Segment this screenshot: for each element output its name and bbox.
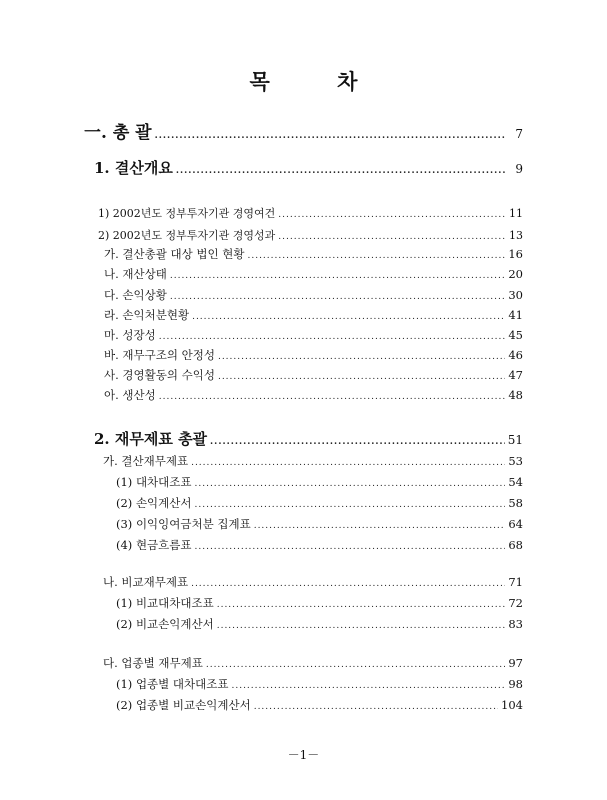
toc-entry-label: 2. 재무제표 총괄 [94,430,208,448]
toc-entry-page: 45 [508,328,523,342]
toc-entry-label: 라. 손익처분현황 [104,308,190,322]
toc-entry[interactable] [116,676,523,692]
toc-entry-label: 마. 성장성 [104,328,156,342]
toc-entry-page: 20 [508,267,523,281]
toc-entry-label: 가. 결산재무제표 [103,454,189,468]
leader-dots [278,210,506,220]
toc-entry[interactable] [103,453,523,469]
leader-dots [170,271,506,281]
leader-dots [231,681,505,691]
leader-dots [206,660,506,670]
toc-entry-label: 나. 재산상태 [104,267,167,281]
toc-entry-label: 다. 업종별 재무제표 [103,656,203,670]
toc-entry-label: (4) 현금흐름표 [116,538,192,552]
toc-entry[interactable] [104,307,523,323]
toc-entry-page: 41 [508,308,523,322]
leader-dots [195,479,506,489]
leader-dots [217,600,506,610]
toc-entry[interactable] [98,227,523,243]
toc-entry-label: (2) 손익계산서 [116,496,192,510]
toc-entry-label: 사. 경영활동의 수익성 [104,368,215,382]
toc-entry-label: 1) 2002년도 정부투자기관 경영여건 [98,207,276,220]
toc-entry[interactable] [104,327,523,343]
toc-entry-label: 가. 결산총괄 대상 법인 현황 [104,247,245,261]
toc-entry-page: 104 [501,698,523,712]
toc-entry-page: 68 [508,538,523,552]
toc-entry[interactable] [116,495,523,511]
toc-entry-page: 64 [508,517,523,531]
toc-entry[interactable] [116,516,523,532]
leader-dots [218,372,505,382]
leader-dots [195,500,506,510]
leader-dots [176,166,506,176]
toc-entry-page: 58 [508,496,523,510]
leader-dots [159,332,506,342]
toc-entry[interactable] [103,574,523,590]
toc-entry-page: 53 [508,454,523,468]
toc-entry-label: 1. 결산개요 [94,159,173,177]
leader-dots [247,251,505,261]
page-number-footer: －1－ [287,748,320,762]
toc-entry[interactable] [103,655,523,671]
toc-entry[interactable] [104,246,523,262]
toc-entry-page: 47 [508,368,523,382]
toc-entry[interactable] [116,537,523,553]
toc-entry-label: 아. 생산성 [104,388,156,402]
toc-entry[interactable] [104,266,523,282]
toc-entry-page: 46 [508,348,523,362]
leader-dots [191,579,505,589]
leader-dots [192,312,505,322]
toc-entry-label: 2) 2002년도 정부투자기관 경영성과 [98,229,276,242]
toc-entry[interactable] [94,157,523,178]
toc-entry-label: (1) 업종별 대차대조표 [116,677,229,691]
toc-entry-page: 72 [508,596,523,610]
toc-entry[interactable] [84,118,523,143]
toc-entry[interactable] [104,367,523,383]
toc-entry-label: (1) 비교대차대조표 [116,596,214,610]
toc-entry-page: 30 [508,288,523,302]
leader-dots [218,352,505,362]
toc-entry-label: (3) 이익잉여금처분 집계표 [116,517,251,531]
leader-dots [195,542,506,552]
toc-entry[interactable] [116,697,523,713]
toc-entry-page: 51 [507,433,523,447]
toc-entry[interactable] [116,474,523,490]
leader-dots [191,458,505,468]
leader-dots [254,702,498,712]
leader-dots [210,437,505,447]
toc-entry-label: (2) 비교손익계산서 [116,617,214,631]
leader-dots [217,621,506,631]
toc-entry-label: 나. 비교재무제표 [103,575,189,589]
toc-entry-label: 一. 총 괄 [84,123,152,143]
toc-entry-page: 13 [509,229,523,242]
toc-entry-page: 54 [508,475,523,489]
leader-dots [159,392,506,402]
toc-entry-page: 83 [508,617,523,631]
toc-entry-page: 98 [508,677,523,691]
toc-entry[interactable] [94,428,523,449]
toc-entry-page: 7 [515,127,523,141]
toc-entry[interactable] [104,287,523,303]
toc-entry-page: 97 [508,656,523,670]
leader-dots [170,292,506,302]
leader-dots [254,521,506,531]
toc-entry-page: 48 [508,388,523,402]
toc-entry-page: 71 [508,575,523,589]
page-title: 목 차 [249,69,388,94]
toc-entry-label: 다. 손익상황 [104,288,167,302]
toc-entry-page: 11 [509,207,523,220]
toc-entry[interactable] [116,595,523,611]
toc-entry-label: (1) 대차대조표 [116,475,192,489]
toc-entry-page: 9 [515,162,523,176]
toc-entry[interactable] [98,205,523,221]
leader-dots [278,232,506,242]
toc-entry[interactable] [104,347,523,363]
toc-entry-label: (2) 업종별 비교손익계산서 [116,698,251,712]
leader-dots [155,131,506,141]
toc-entry[interactable] [116,616,523,632]
toc-entry-page: 16 [508,247,523,261]
toc-entry-label: 바. 재무구조의 안정성 [104,348,215,362]
toc-entry[interactable] [104,387,523,403]
